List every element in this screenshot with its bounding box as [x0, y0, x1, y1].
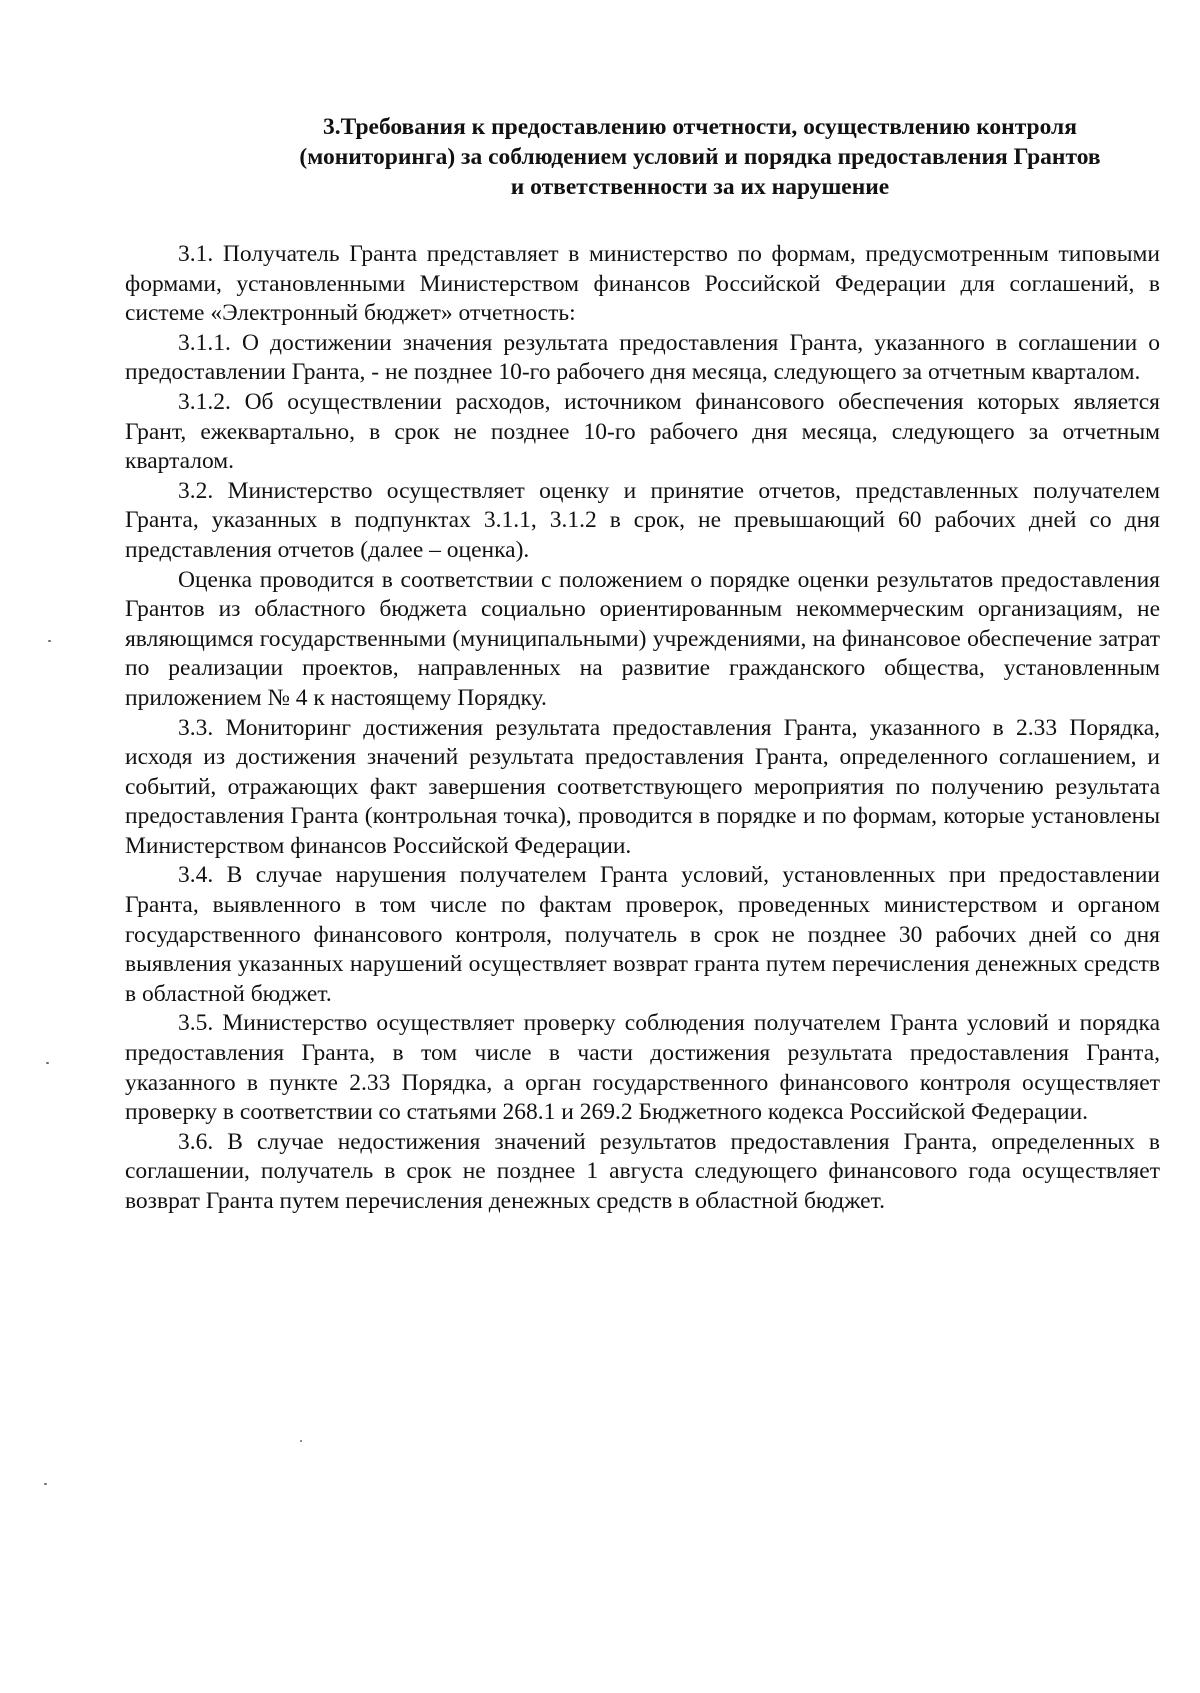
heading-line-2: (мониторинга) за соблюдением условий и порядка предоставления Грантов: [299, 144, 1101, 170]
paragraph-3-1: 3.1. Получатель Гранта представляет в министерство по формам, предусмотренным типовыми формами, установленными Министерством финансов Российской Федерации для соглашений, в системе «Электронный бюджет» отчетность:: [125, 241, 1160, 327]
document-body: [125, 240, 1160, 1217]
scan-speck: [46, 1062, 49, 1064]
scan-speck: [44, 1483, 47, 1485]
heading-line-1: 3.Требования к предоставлению отчетности, осуществлению контроля: [323, 114, 1077, 140]
paragraph-3-5: 3.5. Министерство осуществляет проверку соблюдения получателем Гранта условий и порядка предоставления Гранта, в том числе в части достижения результата предоставления Гранта, указанного в пункте 2.33 Порядка, а орган государственного финансового контроля осуществляет проверку в соответствии со статьями 268.1 и 269.2 Бюджетного кодекса Российской Федерации.: [125, 1010, 1160, 1126]
paragraph-3-2: 3.2. Министерство осуществляет оценку и принятие отчетов, представленных получателем Гранта, указанных в подпунктах 3.1.1, 3.1.2 в срок, не превышающий 60 рабочих дней со дня представления отчетов (далее – оценка).: [125, 477, 1160, 563]
heading-line-3: и ответственности за их нарушение: [510, 174, 890, 200]
paragraph-3-1-1: 3.1.1. О достижении значения результата предоставления Гранта, указанного в соглашении о предоставлении Гранта, - не позднее 10-го рабочего дня месяца, следующего за отчетным кварталом.: [125, 329, 1160, 386]
paragraph-3-6: 3.6. В случае недостижения значений результатов предоставления Гранта, определенных в соглашении, получатель в срок не позднее 1 августа следующего финансового года осуществляет возврат Гранта путем перечисления денежных средств в областной бюджет.: [125, 1128, 1160, 1214]
section-heading: [240, 112, 1160, 202]
paragraph-3-1-2: 3.1.2. Об осуществлении расходов, источником финансового обеспечения которых является Грант, ежеквартально, в срок не позднее 10-го рабочего дня месяца, следующего за отчетным кварталом.: [125, 388, 1160, 475]
scan-speck: [48, 640, 51, 642]
paragraph-3-4: 3.4. В случае нарушения получателем Гранта условий, установленных при предоставлении Гранта, выявленного в том числе по фактам проверок, проведенных министерством и органом государственного финансового контроля, получатель в срок не позднее 30 рабочих дней со дня выявления указанных нарушений осуществляет возврат гранта путем перечисления денежных средств в областной бюджет.: [125, 862, 1160, 1007]
paragraph-3-3: 3.3. Мониторинг достижения результата предоставления Гранта, указанного в 2.33 Порядка, исходя из достижения значений результата предоставления Гранта, определенного соглашением, и событий, отражающих факт завершения соответствующего мероприятия по получению результата предоставления Гранта (контрольная точка), проводится в порядке и по формам, которые установлены Министерством финансов Российской Федерации.: [125, 714, 1160, 859]
scan-speck: [300, 1440, 302, 1442]
paragraph-3-2-assessment: Оценка проводится в соответствии с положением о порядке оценки результатов предоставления Грантов из областного бюджета социально ориентированным некоммерческим организациям, не являющимся государственными (муниципальными) учреждениями, на финансовое обеспечение затрат по реализации проектов, направленных на развитие гражданского общества, установленным приложением № 4 к настоящему Порядку.: [125, 566, 1160, 711]
